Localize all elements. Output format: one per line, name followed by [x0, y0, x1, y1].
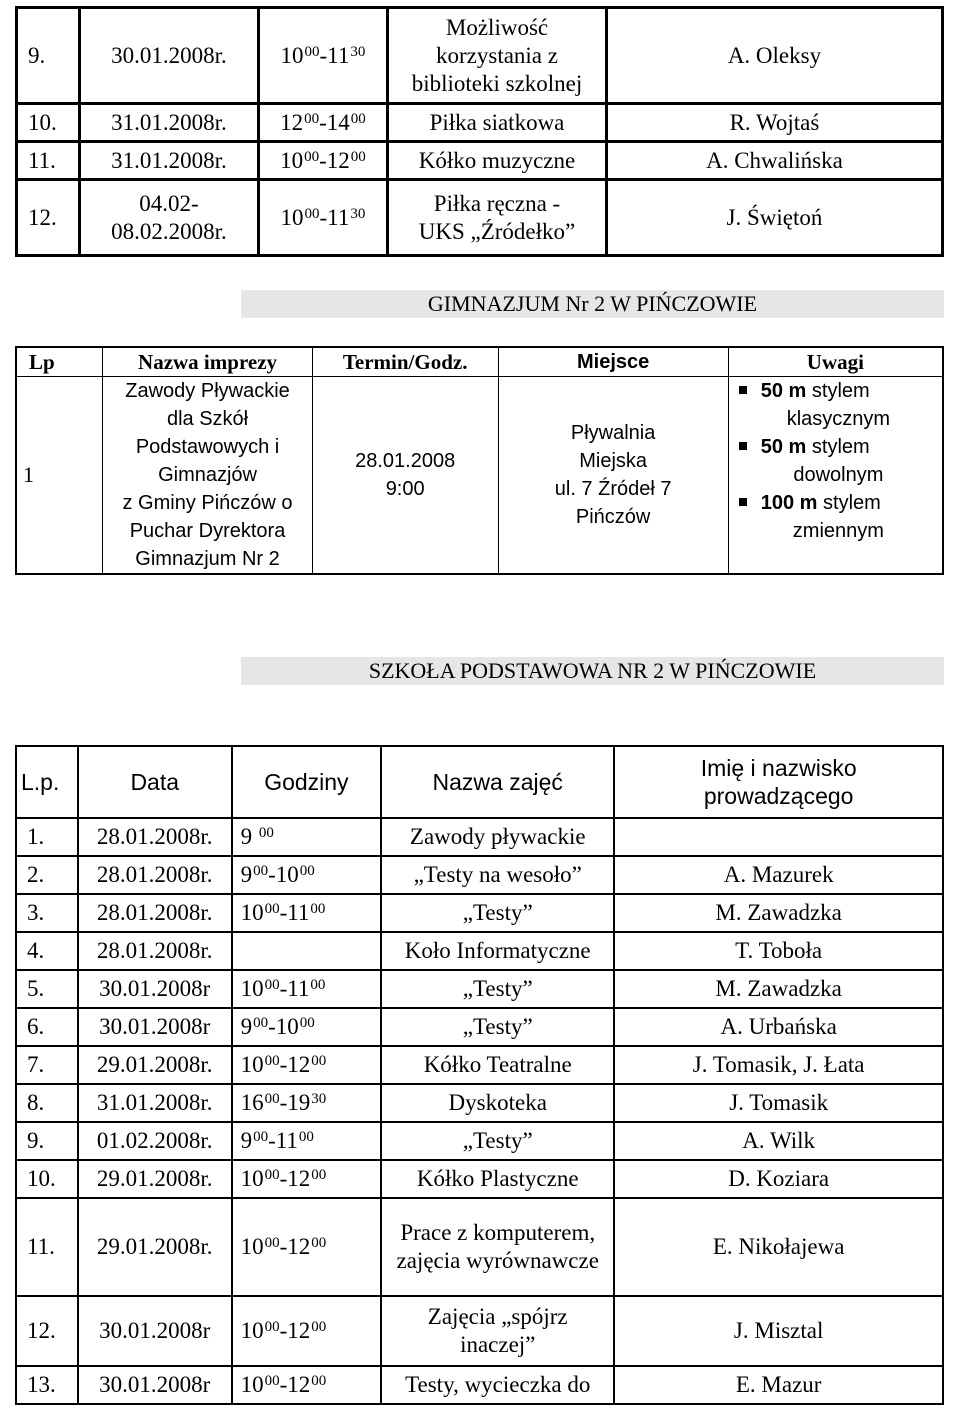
table-row: [16, 1046, 943, 1084]
time-cell: $10^{00}-11^{00}$: [232, 894, 382, 932]
header-nazwa: Nazwa imprezy: [103, 347, 313, 377]
time-cell: $10^{00}-12^{00}$: [232, 1296, 382, 1366]
activity-cell: „Testy”: [381, 894, 614, 932]
table-header-row: [16, 347, 943, 377]
place-cell: Pływalnia Miejska ul. 7 Źródeł 7 Pińczów: [498, 377, 728, 575]
time-cell: $12^{00}-14^{00}$: [258, 104, 387, 142]
activity-cell: „Testy na wesoło”: [381, 856, 614, 894]
date-cell: 28.01.2008r.: [78, 894, 232, 932]
activity-cell: Zajęcia „spójrz inaczej”: [381, 1296, 614, 1366]
lp-cell: 12.: [16, 1296, 78, 1366]
date-cell: 30.01.2008r: [78, 1296, 232, 1366]
header-lp: L.p.: [16, 746, 78, 818]
leader-cell: A. Chwalińska: [606, 142, 942, 180]
leader-cell: A. Oleksy: [606, 8, 942, 104]
leader-cell: E. Nikołajewa: [614, 1198, 943, 1296]
time-cell: $10^{00}-11^{30}$: [258, 180, 387, 256]
table-row: [16, 1366, 943, 1404]
date-cell: 31.01.2008r.: [80, 104, 259, 142]
activity-cell: Testy, wycieczka do: [381, 1366, 614, 1404]
leader-cell: A. Urbańska: [614, 1008, 943, 1046]
time-cell: $9^{00}-11^{00}$: [232, 1122, 382, 1160]
table-row: [16, 1296, 943, 1366]
activity-cell: Piłka siatkowa: [388, 104, 607, 142]
gimnazjum-table: [15, 346, 944, 575]
time-cell: 9 $^{00}$: [232, 818, 382, 856]
time-cell: $10^{00}-12^{00}$: [232, 1198, 382, 1296]
leader-cell: J. Tomasik: [614, 1084, 943, 1122]
lp-cell: 12.: [17, 180, 80, 256]
leader-cell: J. Tomasik, J. Łata: [614, 1046, 943, 1084]
table-row: [16, 856, 943, 894]
lp-cell: 13.: [16, 1366, 78, 1404]
table-row: [16, 1122, 943, 1160]
table-row: [17, 180, 943, 256]
date-cell: 28.01.2008r.: [78, 856, 232, 894]
time-cell: $16^{00}-19^{30}$: [232, 1084, 382, 1122]
date-cell: 28.01.2008r.: [78, 818, 232, 856]
date-cell: 29.01.2008r.: [78, 1160, 232, 1198]
header-nazwa: Nazwa zajęć: [381, 746, 614, 818]
activity-cell: Piłka ręczna - UKS „Źródełko”: [388, 180, 607, 256]
activity-cell: Prace z komputerem, zajęcia wyrównawcze: [381, 1198, 614, 1296]
table-row: [16, 818, 943, 856]
table-row: [16, 1008, 943, 1046]
section-heading-sp: SZKOŁA PODSTAWOWA NR 2 W PIŃCZOWIE: [241, 657, 944, 685]
activity-cell: Kółko Teatralne: [381, 1046, 614, 1084]
activity-cell: Kółko Plastyczne: [381, 1160, 614, 1198]
activity-cell: Kółko muzyczne: [388, 142, 607, 180]
activity-cell: Możliwość korzystania z biblioteki szkolnej: [388, 8, 607, 104]
table-row: [16, 1198, 943, 1296]
date-cell: 29.01.2008r.: [78, 1046, 232, 1084]
schedule-table-top: [15, 6, 944, 257]
date-cell: 30.01.2008r: [78, 970, 232, 1008]
date-cell: 30.01.2008r: [78, 1366, 232, 1404]
date-cell: 29.01.2008r.: [78, 1198, 232, 1296]
activity-cell: Dyskoteka: [381, 1084, 614, 1122]
date-cell: 28.01.2008r.: [78, 932, 232, 970]
activity-cell: Zawody pływackie: [381, 818, 614, 856]
lp-cell: 1: [16, 377, 103, 575]
date-cell: 04.02- 08.02.2008r.: [80, 180, 259, 256]
activity-cell: „Testy”: [381, 970, 614, 1008]
leader-cell: A. Wilk: [614, 1122, 943, 1160]
leader-cell: R. Wojtaś: [606, 104, 942, 142]
time-cell: $10^{00}-12^{00}$: [232, 1160, 382, 1198]
lp-cell: 11.: [17, 142, 80, 180]
date-time-cell: 28.01.2008 9:00: [312, 377, 498, 575]
lp-cell: 6.: [16, 1008, 78, 1046]
notes-item: 50 m stylem: [739, 433, 942, 461]
section-heading-gimnazjum: GIMNAZJUM Nr 2 W PIŃCZOWIE: [241, 290, 944, 318]
date-cell: 31.01.2008r.: [80, 142, 259, 180]
table-row: [16, 970, 943, 1008]
leader-cell: J. Świętoń: [606, 180, 942, 256]
table-row: [17, 142, 943, 180]
table-row: [16, 377, 943, 575]
header-uwagi: Uwagi: [728, 347, 943, 377]
lp-cell: 9.: [17, 8, 80, 104]
date-cell: 01.02.2008r.: [78, 1122, 232, 1160]
leader-cell: J. Misztal: [614, 1296, 943, 1366]
table-row: [16, 1084, 943, 1122]
leader-cell: D. Koziara: [614, 1160, 943, 1198]
time-cell: $10^{00}-11^{00}$: [232, 970, 382, 1008]
time-cell: $10^{00}-12^{00}$: [232, 1366, 382, 1404]
table-row: [17, 104, 943, 142]
event-name-cell: Zawody Pływackie dla Szkół Podstawowych i Gimnazjów z Gminy Pińczów o Puchar Dyrektora Gimnazjum Nr 2: [103, 377, 313, 575]
header-prowadzacy: Imię i nazwisko prowadzącego: [614, 746, 943, 818]
lp-cell: 8.: [16, 1084, 78, 1122]
lp-cell: 3.: [16, 894, 78, 932]
header-data: Data: [78, 746, 232, 818]
notes-item: 50 m stylem: [739, 377, 942, 405]
lp-cell: 7.: [16, 1046, 78, 1084]
leader-cell: A. Mazurek: [614, 856, 943, 894]
leader-cell: [614, 818, 943, 856]
lp-cell: 9.: [16, 1122, 78, 1160]
table-row: [17, 8, 943, 104]
header-lp: Lp: [16, 347, 103, 377]
lp-cell: 4.: [16, 932, 78, 970]
lp-cell: 10.: [16, 1160, 78, 1198]
notes-item: 100 m stylem: [739, 489, 942, 517]
table-row: [16, 894, 943, 932]
header-termin: Termin/Godz.: [312, 347, 498, 377]
table-row: [16, 1160, 943, 1198]
activity-cell: Koło Informatyczne: [381, 932, 614, 970]
activity-cell: „Testy”: [381, 1008, 614, 1046]
leader-cell: M. Zawadzka: [614, 894, 943, 932]
lp-cell: 10.: [17, 104, 80, 142]
time-cell: $10^{00}-11^{30}$: [258, 8, 387, 104]
time-cell: [232, 932, 382, 970]
date-cell: 31.01.2008r.: [78, 1084, 232, 1122]
lp-cell: 2.: [16, 856, 78, 894]
leader-cell: T. Toboła: [614, 932, 943, 970]
bullet-square-icon: [739, 498, 747, 506]
header-godziny: Godziny: [232, 746, 382, 818]
time-cell: $9^{00}-10^{00}$: [232, 1008, 382, 1046]
leader-cell: M. Zawadzka: [614, 970, 943, 1008]
date-cell: 30.01.2008r: [78, 1008, 232, 1046]
time-cell: $10^{00}-12^{00}$: [258, 142, 387, 180]
bullet-square-icon: [739, 442, 747, 450]
table-row: [16, 932, 943, 970]
date-cell: 30.01.2008r.: [80, 8, 259, 104]
activity-cell: „Testy”: [381, 1122, 614, 1160]
header-miejsce: Miejsce: [498, 347, 728, 377]
lp-cell: 5.: [16, 970, 78, 1008]
time-cell: $10^{00}-12^{00}$: [232, 1046, 382, 1084]
lp-cell: 11.: [16, 1198, 78, 1296]
sp-schedule-table: [15, 745, 944, 1405]
leader-cell: E. Mazur: [614, 1366, 943, 1404]
notes-cell: 50 m stylem klasycznym 50 m stylem dowolnym 100 m stylem zmiennym: [728, 377, 943, 575]
bullet-square-icon: [739, 386, 747, 394]
table-header-row: [16, 746, 943, 818]
lp-cell: 1.: [16, 818, 78, 856]
time-cell: $9^{00}-10^{00}$: [232, 856, 382, 894]
